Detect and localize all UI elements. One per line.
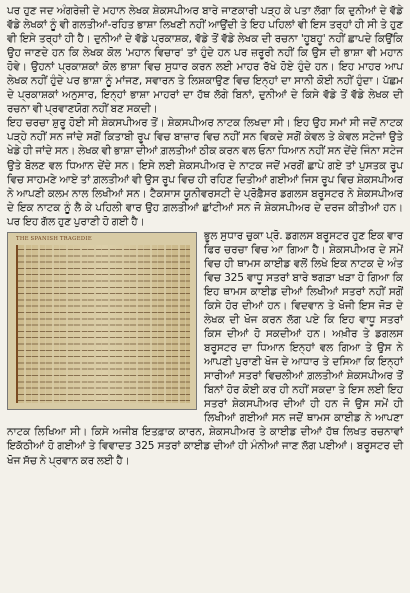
manuscript-image: [7, 232, 197, 410]
paragraph-2: ਇਹ ਚਰਚਾ ਸ਼ੁਰੂ ਹੋਈ ਸੀ ਸ਼ੇਕਸਪੀਅਰ ਤੋਂ। ਸ਼ੇਕਸਪੀਅਰ ਨਾਟਕ ਲਿਖਦਾ ਸੀ। ਇਹ ਉਹ ਸਮਾਂ ਸੀ ਜਦੋਂ ਨਾਟਕ ਪੜ੍ਹੇ ਨਹੀਂ ਸਨ ਜਾਂਦੇ ਸਗੋਂ ਕਿਤਾਬੀ ਰੂਪ ਵਿਚ ਬਾਜ਼ਾਰ ਵਿਚ ਨਹੀਂ ਸਨ ਵਿਕਦੇ ਸਗੋਂ ਕੇਵਲ ਤੇ ਕੇਵਲ ਸਟੇਜਾਂ ਉਤੇ ਖੇਡੇ ਹੀ ਜਾਂਦੇ ਸਨ। ਲੇਖਕ ਵੀ ਭਾਸ਼ਾ ਦੀਆਂ ਗ਼ਲਤੀਆਂ ਠੀਕ ਕਰਨ ਵਲ ਓਨਾ ਧਿਆਨ ਨਹੀਂ ਸਨ ਦੇਂਦੇ ਜਿੰਨਾ ਸਟੇਜ ਉਤੇ ਬੋਲਣ ਵਲ ਧਿਆਨ ਦੇਂਦੇ ਸਨ। ਇਸੇ ਲਈ ਸ਼ੇਕਸਪੀਅਰ ਦੇ ਨਾਟਕ ਜਦੋਂ ਮਰਗੋਂ ਛਾਪੇ ਗਏ ਤਾਂ ਪੁਸਤਕ ਰੂਪ ਵਿਚ ਸਾਹਮਣੇ ਆਏ ਤਾਂ ਗ਼ਲਤੀਆਂ ਵੀ ਉਸ ਰੂਪ ਵਿਚ ਹੀ ਰਹਿਣ ਦਿਤੀਆਂ ਗਈਆਂ ਜਿਸ ਰੂਪ ਵਿਚ ਸ਼ੇਕਸਪੀਅਰ ਨੇ ਆਪਣੀ ਕਲਮ ਨਾਲ ਲਿਖੀਆਂ ਸਨ। ਟੈਕਸਾਸ ਯੂਨੀਵਰਸਟੀ ਦੇ ਪ੍ਰੋਫ਼ੈਸਰ ਡਗਲਸ ਬਰੂਸਟਰ ਨੇ ਸ਼ੇਕਸਪੀਅਰ ਦੇ ਇਕ ਨਾਟਕ ਨੂੰ ਲੈ ਕੇ ਪਹਿਲੀ ਵਾਰ ਉਹ ਗ਼ਲਤੀਆਂ ਛਾਂਟੀਆਂ ਸਨ ਜੋ ਸ਼ੇਕਸਪੀਅਰ ਦੇ ਦਰਜ ਕੀਤੀਆਂ ਹਨ। ਪਰ ਇਹ ਗੱਲ ਹੁਣ ਪੁਰਾਣੀ ਹੋ ਗਈ ਹੈ।: [7, 117, 403, 228]
manuscript-scan: [16, 245, 190, 403]
paragraph-3: [7, 229, 403, 468]
article-body: [7, 4, 403, 468]
manuscript-title: THE SPANISH TRAGEDIE: [16, 235, 93, 242]
paragraph-3-text: ਭੂਲ ਸੁਧਾਰ ਚੁਕਾ ਪ੍ਰੋ. ਡਗਲਸ ਬਰੂਸਟਰ ਹੁਣ ਇਕ ਵਾਰ ਫਿਰ ਚਰਚਾ ਵਿਚ ਆ ਗਿਆ ਹੈ। ਸ਼ੇਕਸਪੀਅਰ ਦੇ ਸਮੇਂ ਵਿਚ ਹੀ ਥਾਮਸ ਕਾਈਡ ਵਲੋਂ ਲਿਖੇ ਇਕ ਨਾਟਕ ਦੇ ਅੰਤ ਵਿਚ 325 ਵਾਧੂ ਸਤਰਾਂ ਬਾਰੇ ਝਗੜਾ ਖੜਾ ਹੋ ਗਿਆ ਕਿ ਇਹ ਥਾਮਸ ਕਾਈਡ ਦੀਆਂ ਲਿਖੀਆਂ ਸਤਰਾਂ ਨਹੀਂ ਸਗੋਂ ਕਿਸੇ ਹੋਰ ਦੀਆਂ ਹਨ। ਵਿਦਵਾਨ ਤੇ ਖੋਜੀ ਇਸ ਜੋੜ ਦੇ ਲੇਖਕ ਦੀ ਖੋਜ ਕਰਨ ਲੱਗ ਪਏ ਕਿ ਇਹ ਵਾਧੂ ਸਤਰਾਂ ਕਿਸ ਦੀਆਂ ਹੋ ਸਕਦੀਆਂ ਹਨ। ਅਖ਼ੀਰ ਤੇ ਡਗਲਸ ਬਰੂਸਟਰ ਦਾ ਧਿਆਨ ਇਨ੍ਹਾਂ ਵਲ ਗਿਆ ਤੇ ਉਸ ਨੇ ਆਪਣੀ ਪੁਰਾਣੀ ਖੋਜ ਦੇ ਆਧਾਰ ਤੇ ਦਸਿਆ ਕਿ ਇਨ੍ਹਾਂ ਸਾਰੀਆਂ ਸਤਰਾਂ ਵਿਚਲੀਆਂ ਗ਼ਲਤੀਆਂ ਸ਼ੇਕਸਪੀਅਰ ਤੋਂ ਬਿਨਾਂ ਹੋਰ ਕੋਈ ਕਰ ਹੀ ਨਹੀਂ ਸਕਦਾ ਤੇ ਇਸ ਲਈ ਇਹ ਸਤਰਾਂ ਸ਼ੇਕਸਪੀਅਰ ਦੀਆਂ ਹੀ ਹਨ ਜੋ ਉਸ ਸਮੇਂ ਹੀ ਲਿਖੀਆਂ ਗਈਆਂ ਸਨ ਜਦੋਂ ਥਾਮਸ ਕਾਈਡ ਨੇ ਆਪਣਾ ਨਾਟਕ ਲਿਖਿਆ ਸੀ। ਕਿਸੇ ਅਜੀਬ ਇਤਫ਼ਾਕ ਕਾਰਨ, ਸ਼ੇਕਸਪੀਅਰ ਤੇ ਕਾਈਡ ਦੀਆਂ ਹੱਥ ਲਿਖਤ ਰਚਨਾਵਾਂ ਇਕੱਠੀਆਂ ਹੋ ਗਈਆਂ ਤੇ ਵਿਵਾਦਤ 325 ਸਤਰਾਂ ਕਾਈਡ ਦੀਆਂ ਹੀ ਮੰਨੀਆਂ ਜਾਣ ਲੱਗ ਪਈਆਂ। ਬਰੂਸਟਰ ਦੀ ਖੋਜ ਸੱਚ ਨੇ ਪ੍ਰਵਾਨ ਕਰ ਲਈ ਹੈ।: [7, 229, 403, 467]
paragraph-1: ਪਰ ਹੁਣ ਜਦ ਅੰਗਰੇਜ਼ੀ ਦੇ ਮਹਾਨ ਲੇਖਕ ਸ਼ੇਕਸਪੀਅਰ ਬਾਰੇ ਜਾਣਕਾਰੀ ਪੜ੍ਹ ਕੇ ਪਤਾ ਲੱਗਾ ਕਿ ਦੁਨੀਆਂ ਦੇ ਵੱਡੇ ਵੱਡੇ ਲੇਖਕਾਂ ਨੂੰ ਵੀ ਗਲਤੀਆਂ-ਰਹਿਤ ਭਾਸ਼ਾ ਲਿਖਣੀ ਨਹੀਂ ਆਉਂਦੀ ਤੇ ਇਹ ਪਹਿਲਾਂ ਵੀ ਇਸ ਤਰ੍ਹਾਂ ਹੀ ਸੀ ਤੇ ਹੁਣ ਵੀ ਇਸੇ ਤਰ੍ਹਾਂ ਹੀ ਹੈ। ਦੁਨੀਆਂ ਦੇ ਵੱਡੇ ਪ੍ਰਕਾਸ਼ਕ, ਵੱਡੇ ਤੋਂ ਵੱਡੇ ਲੇਖਕ ਦੀ ਰਚਨਾ 'ਹੂਬਹੂ' ਨਹੀਂ ਛਾਪਦੇ ਕਿਉਂਕਿ ਉਹ ਜਾਣਦੇ ਹਨ ਕਿ ਲੇਖਕ ਕੋਲ 'ਮਹਾਨ ਵਿਚਾਰ' ਤਾਂ ਹੁੰਦੇ ਹਨ ਪਰ ਜ਼ਰੂਰੀ ਨਹੀਂ ਕਿ ਉਸ ਦੀ ਭਾਸ਼ਾ ਵੀ ਮਹਾਨ ਹੋਵੇ। ਉਹਨਾਂ ਪ੍ਰਕਾਸ਼ਕਾਂ ਕੋਲ ਭਾਸ਼ਾ ਵਿਚ ਸੁਧਾਰ ਕਰਨ ਲਈ ਮਾਹਰ ਰੱਖੇ ਹੋਏ ਹੁੰਦੇ ਹਨ। ਇਹ ਮਾਹਰ ਆਪ ਲੇਖਕ ਨਹੀਂ ਹੁੰਦੇ ਪਰ ਭਾਸ਼ਾ ਨੂੰ ਮਾਂਜਣ, ਸਵਾਰਨ ਤੇ ਲਿਸ਼ਕਾਉਣ ਵਿਚ ਇਨ੍ਹਾਂ ਦਾ ਸਾਨੀ ਕੋਈ ਨਹੀਂ ਹੁੰਦਾ। ਪੱਛਮ ਦੇ ਪ੍ਰਕਾਸ਼ਕਾਂ ਅਨੁਸਾਰ, ਇਨ੍ਹਾਂ ਭਾਸ਼ਾ ਮਾਹਰਾਂ ਦਾ ਹੱਥ ਲੱਗੇ ਬਿਨਾਂ, ਦੁਨੀਆਂ ਦੇ ਕਿਸੇ ਵੱਡੇ ਤੋਂ ਵੱਡੇ ਲੇਖਕ ਦੀ ਰਚਨਾ ਵੀ ਪ੍ਰਵਾਣਯੋਗ ਨਹੀਂ ਬਣ ਸਕਦੀ।: [7, 5, 403, 116]
